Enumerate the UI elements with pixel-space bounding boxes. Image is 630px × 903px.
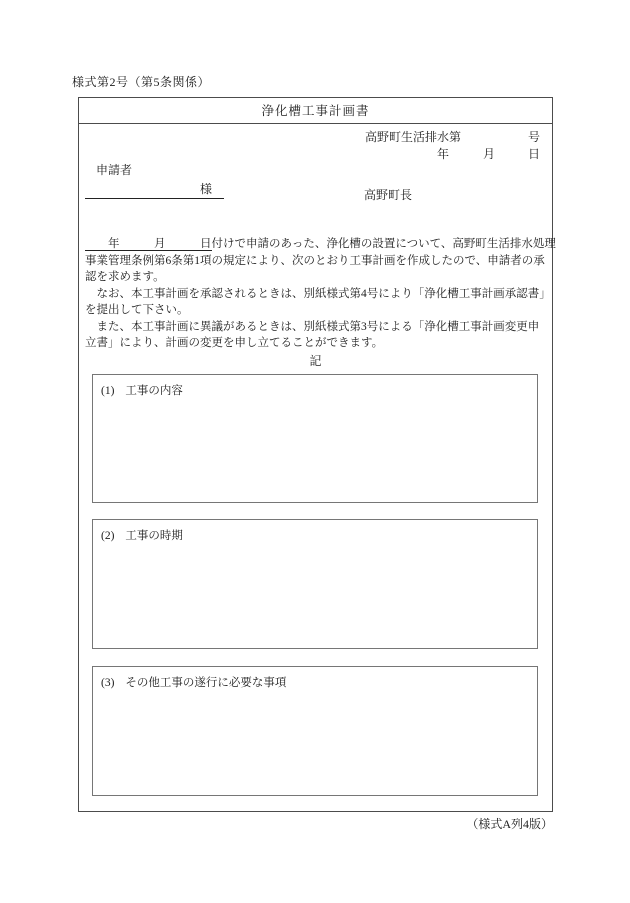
date-day-label: 日 bbox=[528, 147, 541, 161]
body-line: 事業管理条例第6条第1項の規定により、次のとおり工事計画を作成したので、申請者の承 bbox=[85, 254, 545, 267]
document-frame bbox=[78, 97, 556, 812]
record-heading: 記 bbox=[309, 354, 322, 368]
section-number: (1) bbox=[101, 385, 115, 397]
body-line: 立書」により、計画の変更を申し立てることができます。 bbox=[85, 337, 384, 349]
form-number-label: 様式第2号（第5条関係） bbox=[72, 75, 211, 89]
date-year-label: 年 bbox=[437, 147, 450, 161]
body-date-blank: 年 月 日 bbox=[85, 238, 212, 250]
body-line: また、本工事計画に異議があるときは、別紙様式第3号による「浄化槽工事計画変更申 bbox=[85, 320, 540, 333]
honorific-label: 様 bbox=[200, 182, 213, 196]
section-label: 工事の内容 bbox=[125, 385, 183, 397]
body-line: 認を求めます。 bbox=[85, 271, 165, 283]
doc-number-prefix: 高野町生活排水第 bbox=[365, 130, 462, 144]
applicant-name-underline bbox=[85, 198, 224, 199]
section-label: 工事の時期 bbox=[125, 530, 183, 542]
body-line bbox=[85, 236, 556, 253]
body-line-text: 付けで申請のあった、浄化槽の設置について、高野町生活排水処理 bbox=[211, 238, 556, 250]
section-box-construction-period bbox=[92, 519, 538, 649]
body-line: なお、本工事計画を承認されるときは、別紙様式第4号により「浄化槽工事計画承認書」 bbox=[85, 287, 551, 300]
section-number: (2) bbox=[101, 530, 115, 542]
date-month-label: 月 bbox=[483, 147, 496, 161]
section-label: その他工事の遂行に必要な事項 bbox=[125, 677, 287, 689]
body-line: を提出して下さい。 bbox=[85, 304, 189, 316]
section-box-other-matters bbox=[92, 666, 538, 796]
document-title: 浄化槽工事計画書 bbox=[79, 98, 552, 124]
section-number: (3) bbox=[101, 677, 115, 689]
applicant-label: 申請者 bbox=[96, 163, 133, 177]
paper-size-note: （様式A列4版） bbox=[466, 817, 553, 831]
body-paragraphs bbox=[85, 236, 556, 352]
doc-number-suffix: 号 bbox=[528, 130, 541, 144]
mayor-label: 高野町長 bbox=[364, 188, 413, 202]
section-box-construction-content bbox=[92, 374, 538, 503]
